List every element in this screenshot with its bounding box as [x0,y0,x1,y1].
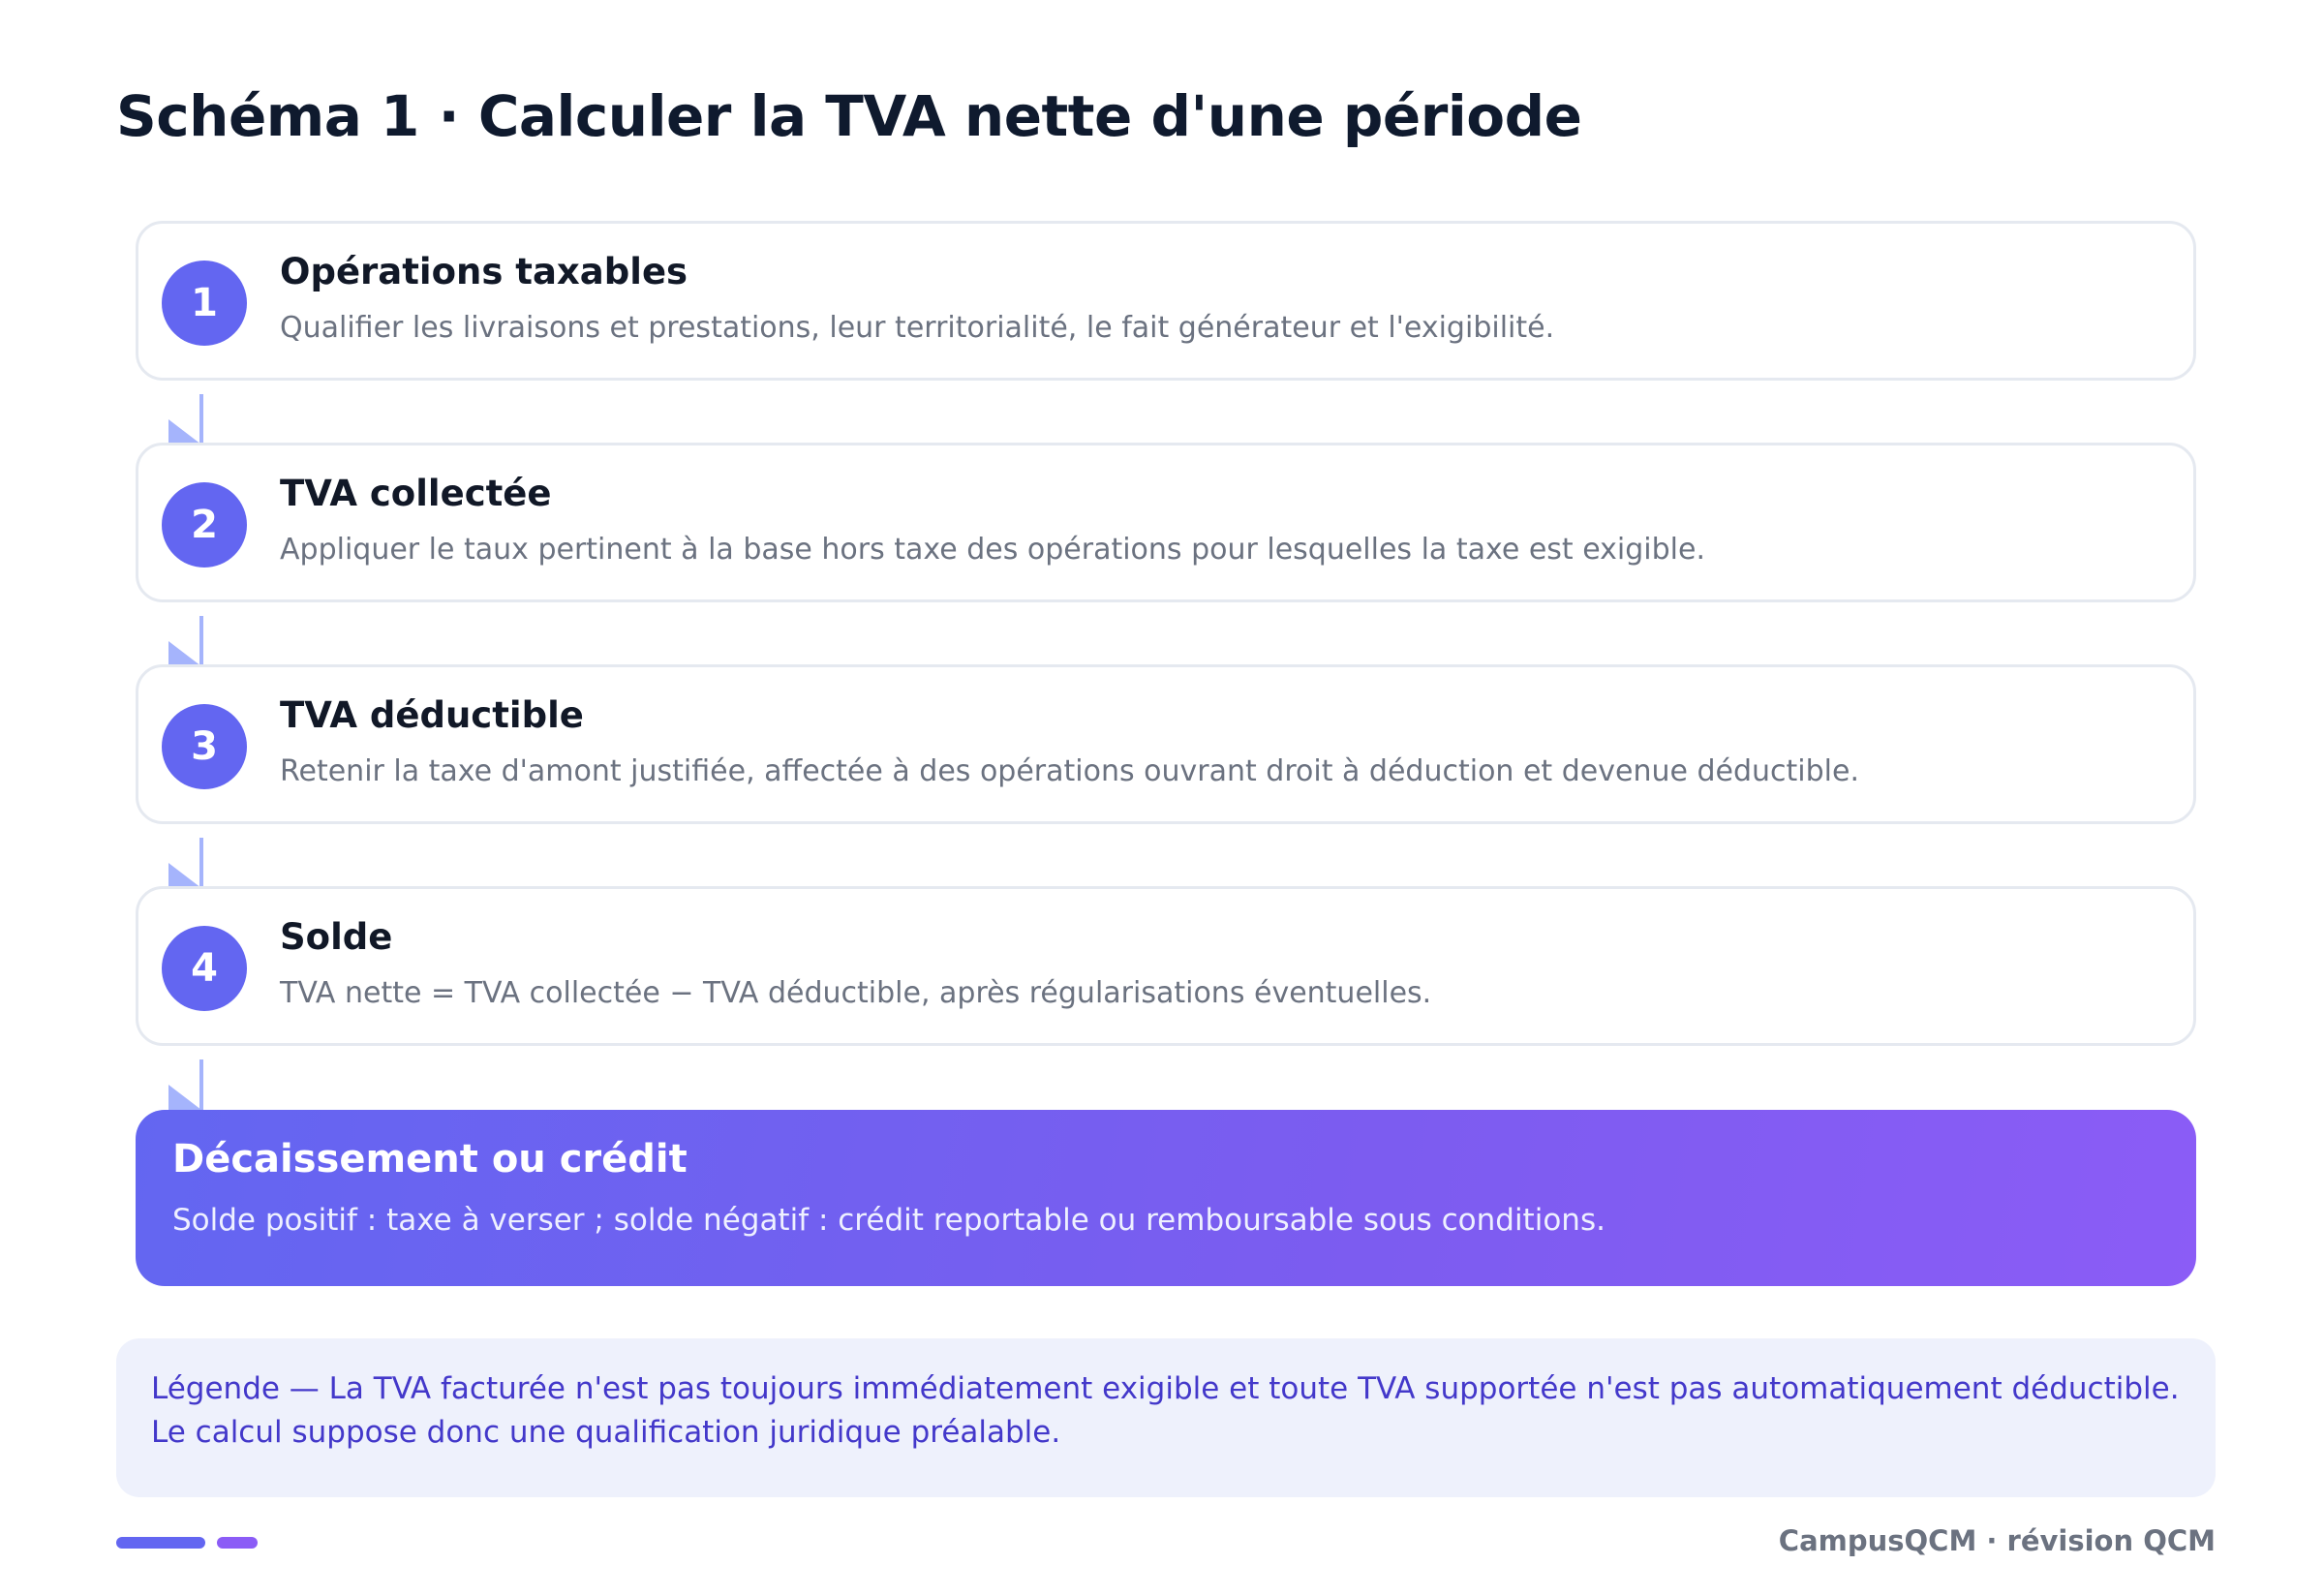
footer-credit: CampusQCM · révision QCM [1778,1524,2216,1557]
step-title: TVA collectée [280,473,552,514]
step-description: TVA nette = TVA collectée − TVA déductible, après régularisations éventuelles. [280,976,1432,1010]
step-card-3 [136,664,2196,824]
step-title: Opérations taxables [280,251,688,292]
flow-arrow-icon [168,394,207,445]
step-title: Solde [280,916,393,958]
step-card-4 [136,886,2196,1046]
step-number-badge: 4 [162,926,247,1011]
step-card-1 [136,221,2196,381]
step-number-badge: 3 [162,704,247,789]
result-description: Solde positif : taxe à verser ; solde négatif : crédit reportable ou remboursable sous conditions. [172,1203,1605,1238]
decorative-pill [116,1537,205,1549]
step-description: Qualifier les livraisons et prestations, leur territorialité, le fait générateur et l'exigibilité. [280,311,1555,345]
step-number-badge: 2 [162,482,247,568]
result-title: Décaissement ou crédit [172,1137,688,1182]
step-description: Appliquer le taux pertinent à la base hors taxe des opérations pour lesquelles la taxe est exigible. [280,533,1705,567]
flow-arrow-icon [168,838,207,888]
decorative-pill [217,1537,258,1549]
flow-arrow-icon [168,1059,207,1110]
step-description: Retenir la taxe d'amont justifiée, affectée à des opérations ouvrant droit à déduction et devenue déductible. [280,754,1859,788]
page-title: Schéma 1 · Calculer la TVA nette d'une période [116,83,1582,149]
result-card [136,1110,2196,1286]
flow-arrow-icon [168,616,207,666]
step-number-badge: 1 [162,261,247,346]
legend-box: Légende — La TVA facturée n'est pas toujours immédiatement exigible et toute TVA supportée n'est pas automatiquement déductible. Le calcul suppose donc une qualification juridique préalable. [116,1338,2216,1497]
step-card-2 [136,443,2196,602]
step-title: TVA déductible [280,694,584,736]
